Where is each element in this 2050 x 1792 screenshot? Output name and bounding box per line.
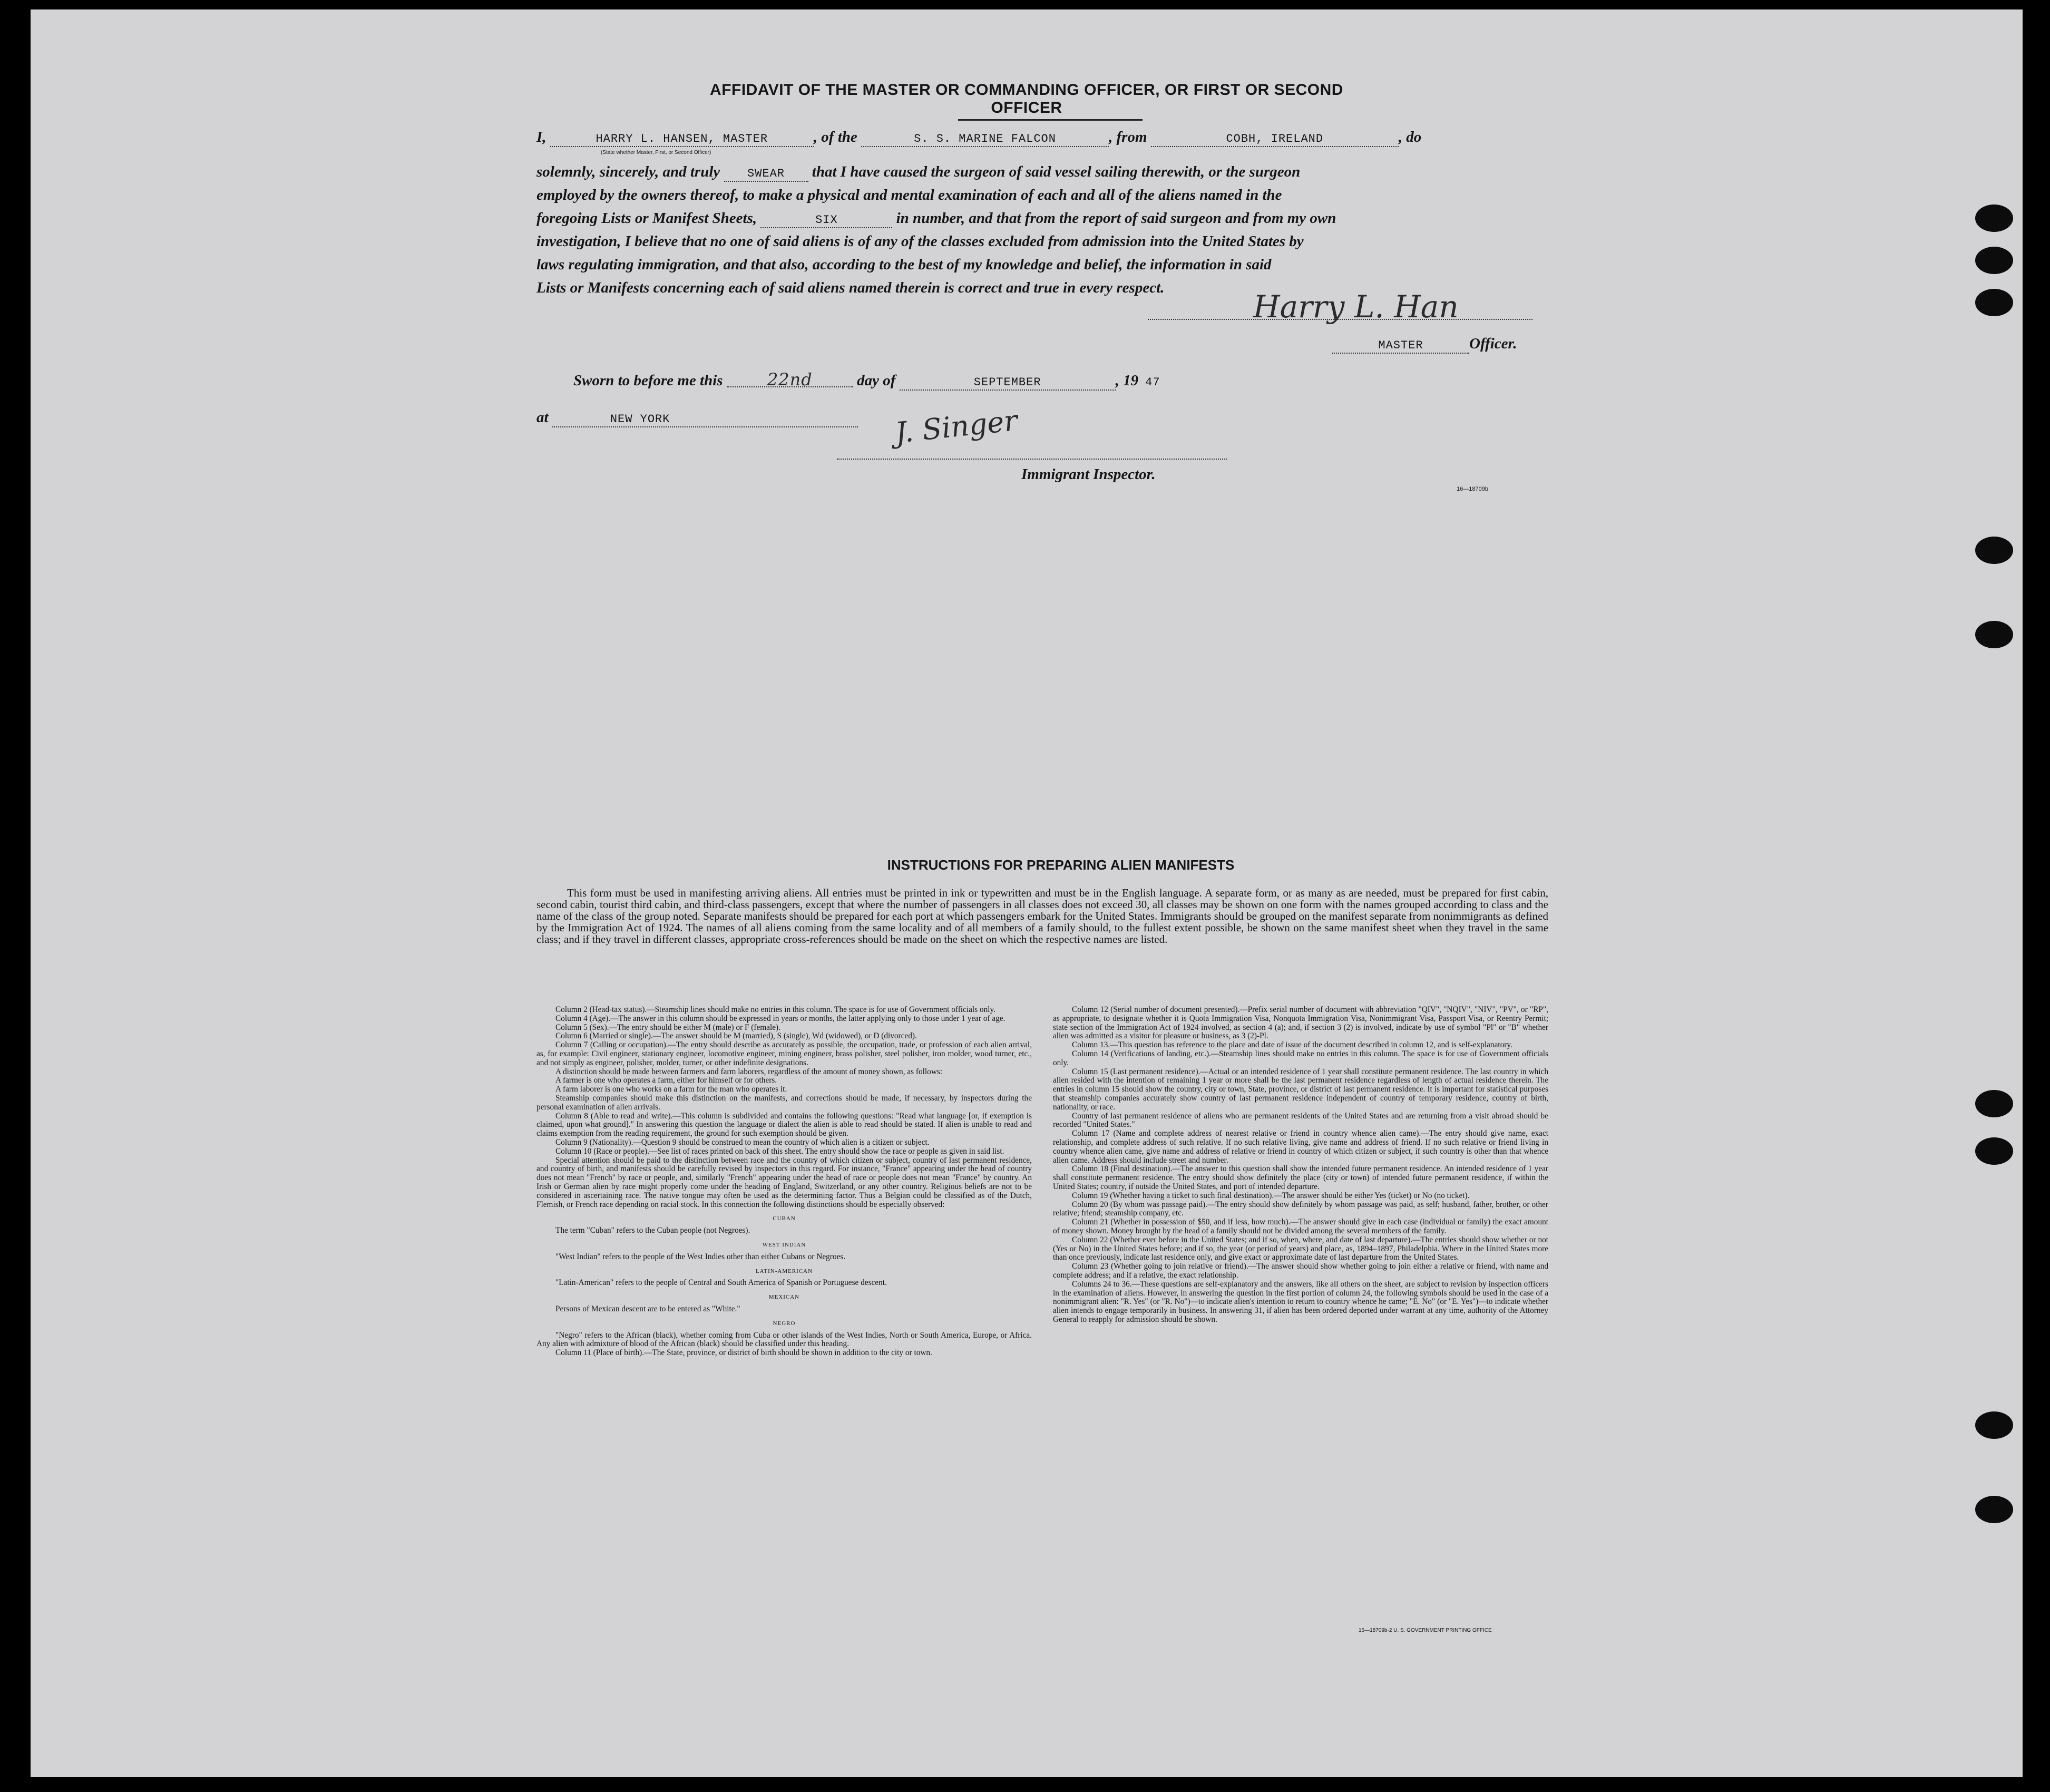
vessel-field: S. S. MARINE FALCON: [861, 132, 1109, 147]
binder-hole: [1975, 1496, 2013, 1523]
year-prefix: , 19: [1115, 372, 1139, 389]
sworn-label: Sworn to before me this: [573, 372, 723, 389]
heading-mexican: MEXICAN: [768, 1294, 800, 1301]
instr-col24-36: Columns 24 to 36.—These questions are self-explanatory and the answers, like all others on the sheet, are subject to revision by inspection officers in the examination of aliens. However, in answering the question in the first portion of column 24, the following symbols should be used in the case of a nonimmigrant alien: "R. Yes" (or "R. No")—to indicate alien's intention to return to country whence he came; "E. No" (or "E. Yes")—to indicate whether alien intends to engage temporarily in business. In answering 31, if alien has been ordered deported under warrant at any time, authority of the Attorney General to reapply for admission should be shown.: [1053, 1279, 1548, 1324]
heading-negro: NEGRO: [773, 1320, 796, 1327]
instr-col22: Column 22 (Whether ever before in the United States; and if so, when, where, and date of last departure).—The entries should show whether or not (Yes or No) in the United States before; and if so, the year (or period of years) and place, as, 1894–1897, Philadelphia. Where in the United States more than once previously, indicate last residence only, and give exact or approximate date of last departure from the United States.: [1053, 1235, 1548, 1262]
instr-col20: Column 20 (By whom was passage paid).—The entry should show definitely by whom passage was paid, as self; husband, father, brother, or other relative; friend; steamship company, etc.: [1053, 1200, 1548, 1218]
affidavit-line-6: laws regulating immigration, and that also, according to the best of my knowledge and belief, the information in said: [536, 256, 1272, 273]
instr-col11: Column 11 (Place of birth).—The State, province, or district of birth should be shown in addition to the city or town.: [555, 1348, 932, 1358]
instr-col17: Column 17 (Name and complete address of nearest relative or friend in country whence alien came).—The entry should give name, exact relationship, and complete address of such relative. If no such relative living, give name and address of friend. If no such relative or friend living in country whence alien came, give name and address of relative or friend in country of which citizen or subject, if such country is other than that whence alien came. Address should include street and number.: [1053, 1129, 1548, 1165]
def-west-indian: "West Indian" refers to the people of the West Indies other than either Cubans or Negroes.: [555, 1252, 846, 1261]
day-of-label: day of: [857, 372, 896, 389]
title-rule: [958, 119, 1143, 121]
line2a: solemnly, sincerely, and truly: [536, 163, 720, 180]
heading-west-indian: WEST INDIAN: [762, 1241, 806, 1248]
instr-col18: Column 18 (Final destination).—The answer to this question shall show the intended future permanent residence. An intended residence of 1 year shall constitute permanent residence. The entry should show definitely the place (city or town) of intended future permanent residence, if within the United States; country, if outside the United States, and port of intended departure.: [1053, 1164, 1548, 1191]
line4a: foregoing Lists or Manifest Sheets,: [536, 210, 757, 227]
def-cuban: The term "Cuban" refers to the Cuban people (not Negroes).: [555, 1226, 750, 1235]
port-field: COBH, IRELAND: [1151, 132, 1399, 147]
instructions-left-column: [536, 1006, 1032, 1358]
instr-col13: Column 13.—This question has reference to the place and date of issue of the document described in column 12, and is self-explanatory.: [1072, 1040, 1512, 1050]
instr-steamship-distinction: Steamship companies should make this distinction on the manifests, and corrections should be made, if necessary, by inspectors during the personal examination of alien arrivals.: [536, 1093, 1032, 1112]
instr-col10: Column 10 (Race or people).—See list of races printed on back of this sheet. The entry should show the race or people as given in said list.: [555, 1146, 1004, 1156]
manifest-sheet: [31, 9, 2023, 1777]
line4b: in number, and that from the report of said surgeon and from my own: [896, 210, 1336, 227]
sworn-year-field: 47: [1145, 376, 1160, 389]
instr-race-special: Special attention should be paid to the distinction between race and the country of which citizen or subject, country of last permanent residence, and country of birth, and manifests should be carefully revised by inspectors in this regard. For instance, "France" appearing under the head of country does not mean "French" by race or people, and, similarly "French" appearing under the head of race or people does not mean "France" by country. An Irish or German alien by race might properly come under the heading of England, Switzerland, or any other country. Religious beliefs are not to be considered in ascertaining race. The native tongue may often be used as the determining factor. Thus a Belgian could be classified as of the Dutch, Flemish, or French race depending on racial stock. In this connection the following distinctions should be especially observed:: [536, 1155, 1032, 1209]
instr-col21: Column 21 (Whether in possession of $50, and if less, how much).—The answer should give in each case (individual or family) the exact amount of money shown. Money brought by the head of a family should not be divided among the several members of the family.: [1053, 1218, 1548, 1235]
instr-col9: Column 9 (Nationality).—Question 9 should be construed to mean the country of which alien is a citizen or subject.: [555, 1137, 930, 1147]
do-label: , do: [1398, 129, 1422, 145]
binder-hole: [1975, 289, 2013, 316]
sworn-row: [573, 369, 1311, 392]
instr-col4: Column 4 (Age).—The answer in this column should be expressed in years or months, the latter applying only to those under 1 year of age.: [555, 1014, 1006, 1023]
heading-latin-american: LATIN-AMERICAN: [755, 1268, 813, 1274]
heading-cuban: CUBAN: [773, 1215, 796, 1222]
instr-col23: Column 23 (Whether going to join relative or friend).—The answer should show whether going to join either a relative or friend, with name and complete address; and if a relative, the exact relationship.: [1053, 1262, 1548, 1280]
affidavit-line-4: [536, 207, 1559, 230]
instr-col12: Column 12 (Serial number of document presented).—Prefix serial number of document with abbreviation "QIV", "NQIV", "NIV", "PV", or "RP", as appropriate, to designate whether it is Quota Immigration Visa, Nonquota Immigration Visa, Nonimmigrant Visa, Passport Visa, or Reentry Permit; state section of the Immigration Act of 1924 involved, as section 4 (a); and, if section 3 (2) is involved, indicate by use of symbol "Pl" or "B" whether alien was admitted as a visitor for pleasure or business, as 3 (2)-Pl.: [1053, 1005, 1548, 1041]
def-latin-american: "Latin-American" refers to the people of Central and South America of Spanish or Portuguese descent.: [555, 1278, 887, 1288]
instr-col14: Column 14 (Verifications of landing, etc.).—Steamship lines should make no entries in this column. The space is for use of Government officials only.: [1053, 1049, 1548, 1067]
instr-farmer-distinction: A distinction should be made between farmers and farm laborers, regardless of the amount of money shown, as follows:: [555, 1067, 943, 1076]
affidavit-line-1: [536, 125, 1559, 149]
form-number: 16—18709b: [1457, 486, 1488, 492]
affidavit-line-7: Lists or Manifests concerning each of said aliens named therein is correct and true in every respect.: [536, 279, 1165, 296]
affidavit-line-5: investigation, I believe that no one of said aliens is of any of the classes excluded from admission into the United States by: [536, 233, 1304, 250]
instructions-title: INSTRUCTIONS FOR PREPARING ALIEN MANIFESTS: [887, 857, 1235, 873]
binder-hole: [1975, 247, 2013, 274]
sheets-field: SIX: [760, 213, 892, 228]
officer-label: Officer.: [1469, 335, 1517, 352]
instr-col15: Column 15 (Last permanent residence).—Actual or an intended residence of 1 year shall constitute permanent residence. The last country in which alien resided with the intention of remaining 1 year or more shall be the last permanent residence regardless of length of actual residence therein. The entries in column 15 should show the country, city or town, State, province, or district of last permanent residence. It is important for statistical purposes that steamship companies accurately show country of last permanent residence independent of country of temporary residence, country of birth, nationality, or race.: [1053, 1067, 1548, 1112]
affidavit-line-3: employed by the owners thereof, to make a physical and mental examination of each and all of the aliens named in the: [536, 187, 1282, 203]
sworn-month-field: SEPTEMBER: [900, 376, 1116, 391]
affidavit-line-2: [536, 160, 1559, 183]
intro-text: This form must be used in manifesting arriving aliens. All entries must be printed in ink or typewritten and must be in the English language. A separate form, or as many as are needed, must be prepared for first cabin, second cabin, tourist third cabin, and third-class passengers, except that where the number of passengers in all classes does not exceed 30, all classes may be shown on one form with the names grouped according to class and the name of the class of the group noted. Separate manifests should be prepared for each port at which passengers embark for the United States. Immigrants should be grouped on the manifest separate from nonimmigrants as defined by the Immigration Act of 1924. The names of all aliens coming from the same locality and of all members of a family should, to the fullest extent possible, be shown on the same manifest sheet when they travel in the same class; and if they travel in different classes, appropriate cross-references should be made on the sheet on which the respective names are listed.: [536, 887, 1548, 946]
def-negro: "Negro" refers to the African (black), whether coming from Cuba or other islands of the West Indies, North or South America, Europe, or Africa. Any alien with admixture of blood of the African (black) should be classified under this heading.: [536, 1330, 1032, 1349]
line2b: that I have caused the surgeon of said vessel sailing therewith, or the surgeon: [812, 163, 1301, 180]
role-note: (State whether Master, First, or Second Officer): [601, 150, 711, 155]
instr-col15-us: Country of last permanent residence of aliens who are permanent residents of the United States and are returning from a visit abroad should be recorded "United States.": [1053, 1111, 1548, 1129]
instr-col2: Column 2 (Head-tax status).—Steamship lines should make no entries in this column. The space is for use of Government officials only.: [555, 1005, 995, 1014]
affidavit-title: AFFIDAVIT OF THE MASTER OR COMMANDING OFFICER, OR FIRST OR SECOND OFFICER: [710, 81, 1343, 116]
instr-col5: Column 5 (Sex).—The entry should be either M (male) or F (female).: [555, 1022, 780, 1032]
instr-col7: Column 7 (Calling or occupation).—The entry should describe as accurately as possible, the occupation, trade, or profession of each alien arrival, as, for example: Civil engineer, stationary engineer, locomotive engineer, mining engineer, brass polisher, steel polisher, iron molder, wood turner, etc., and not simply as engineer, polisher, molder, turner, or other indefinite designations.: [536, 1040, 1032, 1067]
inspector-signature-line: [837, 459, 1227, 460]
def-mexican: Persons of Mexican descent are to be entered as "White.": [555, 1304, 740, 1313]
officer-rank-field: MASTER: [1332, 339, 1469, 354]
inspector-signature: J. Singer: [893, 403, 1019, 450]
binder-hole: [1975, 1411, 2013, 1439]
instr-farmer: A farmer is one who operates a farm, either for himself or for others.: [555, 1076, 777, 1085]
master-name-field: HARRY L. HANSEN, MASTER: [550, 132, 814, 147]
pronoun: I,: [536, 129, 546, 145]
instructions-right-column: [1053, 1006, 1548, 1324]
binder-hole: [1975, 537, 2013, 564]
instructions-intro: [536, 887, 1548, 945]
binder-hole: [1975, 1137, 2013, 1165]
sworn-day-field: 22nd: [727, 373, 853, 387]
binder-hole: [1975, 204, 2013, 232]
instr-col6: Column 6 (Married or single).—The answer should be M (married), S (single), Wd (widowed), or D (divorced).: [555, 1031, 917, 1041]
printing-office-footer: 16—18709b-2 U. S. GOVERNMENT PRINTING OFFICE: [1359, 1628, 1492, 1633]
officer-signature: Harry L. Han: [1253, 289, 1459, 325]
oath-field: SWEAR: [724, 167, 808, 182]
of-the-label: , of the: [813, 129, 857, 145]
instr-col8: Column 8 (Able to read and write).—This column is subdivided and contains the following questions: "Read what language [or, if exemption is claimed, upon what ground]." In answering this question the language or dialect the alien is able to read should be stated. If alien is unable to read and claims exemption from the reading requirement, the ground for such exemption should be given.: [536, 1111, 1032, 1138]
at-label: at: [536, 409, 549, 426]
officer-title-row: [1332, 332, 1559, 355]
binder-hole: [1975, 621, 2013, 648]
instr-col19: Column 19 (Whether having a ticket to such final destination).—The answer should be either Yes (ticket) or No (no ticket).: [1072, 1191, 1470, 1200]
binder-hole: [1975, 1090, 2013, 1117]
from-label: , from: [1109, 129, 1147, 145]
instr-farm-laborer: A farm laborer is one who works on a farm for the man who operates it.: [555, 1085, 787, 1094]
inspector-label: Immigrant Inspector.: [1021, 466, 1156, 483]
sworn-place-field: NEW YORK: [552, 413, 858, 427]
